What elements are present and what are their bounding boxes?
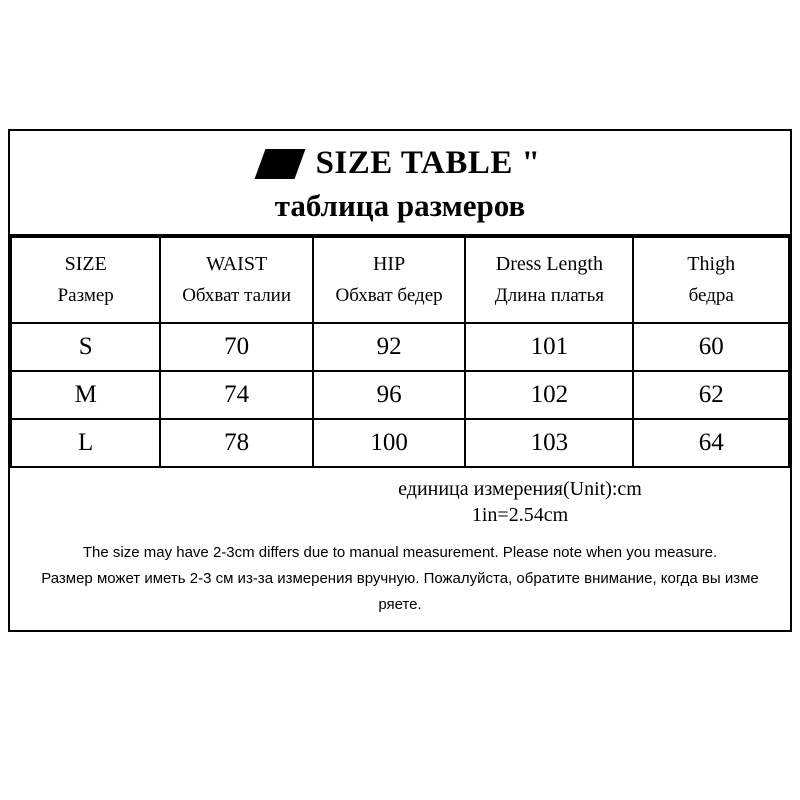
- size-table-container: [8, 129, 792, 632]
- table-row: [11, 323, 789, 371]
- table-header-row: [11, 237, 789, 323]
- cell-size: M: [11, 371, 160, 419]
- cell-hip: 100: [313, 419, 465, 467]
- slash-mark-icon: [254, 149, 305, 179]
- column-header-size-ru: Размер: [57, 285, 114, 306]
- unit-note-line2: 1in=2.54cm: [471, 504, 569, 526]
- cell-thigh: 60: [633, 323, 789, 371]
- column-header-thigh-ru: бедра: [688, 285, 734, 306]
- title-line: [260, 145, 541, 182]
- cell-dress-length: 102: [465, 371, 633, 419]
- cell-hip: 96: [313, 371, 465, 419]
- column-header-waist: [160, 237, 312, 323]
- unit-note-line1: единица измерения(Unit):cm: [398, 478, 642, 500]
- cell-waist: 70: [160, 323, 312, 371]
- column-header-hip-ru: Обхват бедер: [335, 285, 443, 306]
- column-header-dress-length-en: Dress Length: [495, 253, 603, 275]
- cell-dress-length: 101: [465, 323, 633, 371]
- disclaimer-ru: Размер может иметь 2-3 см из-за измерения вручную. Пожалуйста, обратите внимание, когда вы изме ряете.: [41, 570, 759, 613]
- column-header-hip: [313, 237, 465, 323]
- table-row: [11, 419, 789, 467]
- cell-waist: 74: [160, 371, 312, 419]
- cell-size: S: [11, 323, 160, 371]
- page-subtitle: таблица размеров: [274, 188, 526, 223]
- column-header-hip-en: HIP: [372, 253, 406, 275]
- table-row: [11, 371, 789, 419]
- column-header-dress-length-ru: Длина платья: [494, 285, 604, 306]
- column-header-dress-length: [465, 237, 633, 323]
- cell-hip: 92: [313, 323, 465, 371]
- measurement-disclaimer: [10, 534, 790, 630]
- cell-waist: 78: [160, 419, 312, 467]
- disclaimer-en: The size may have 2-3cm differs due to manual measurement. Please note when you measure.: [82, 544, 718, 561]
- cell-size: L: [11, 419, 160, 467]
- page-title: SIZE TABLE ": [315, 145, 541, 181]
- unit-note: [10, 468, 790, 534]
- column-header-waist-en: WAIST: [206, 253, 268, 275]
- column-header-size-en: SIZE: [64, 253, 107, 275]
- size-table: [10, 236, 790, 468]
- title-block: [10, 131, 790, 236]
- column-header-thigh-en: Thigh: [687, 253, 736, 275]
- cell-thigh: 62: [633, 371, 789, 419]
- column-header-size: [11, 237, 160, 323]
- cell-thigh: 64: [633, 419, 789, 467]
- cell-dress-length: 103: [465, 419, 633, 467]
- column-header-thigh: [633, 237, 789, 323]
- column-header-waist-ru: Обхват талии: [182, 285, 292, 306]
